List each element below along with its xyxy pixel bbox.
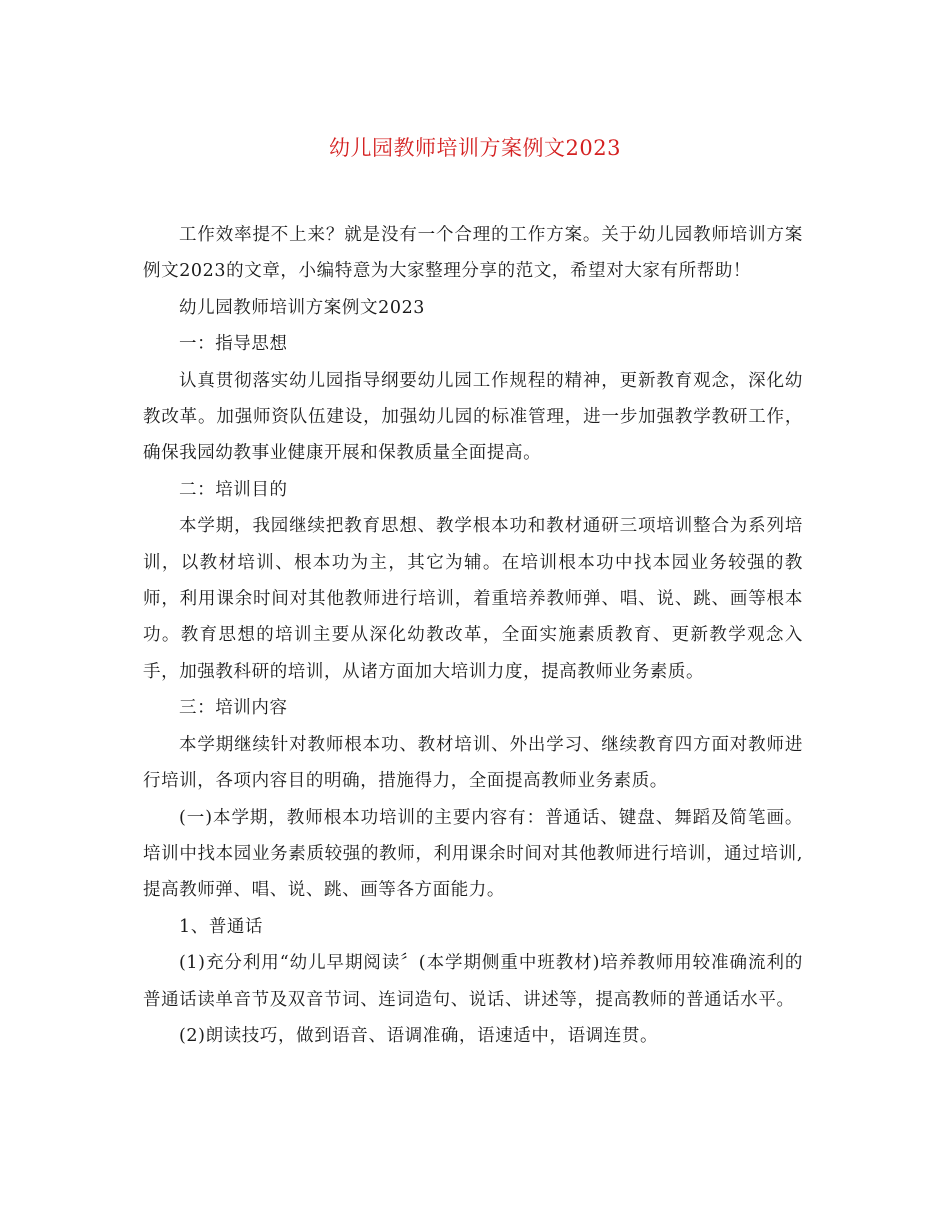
basic-skills-paragraph: (一)本学期，教师根本功培训的主要内容有：普通话、键盘、舞蹈及简笔画。培训中找本园业务素质较强的教师，利用课余时间对其他教师进行培训，通过培训,提高教师弹、唱、说、跳、画等各方面能力。: [143, 807, 803, 901]
subheading-mandarin: 1、普通话: [179, 916, 264, 937]
document-title: 幼儿园教师培训方案例文2023: [329, 136, 621, 160]
document-body: [143, 217, 803, 1054]
mandarin-item-2: (2)朗读技巧，做到语音、语调准确，语速适中，语调连贯。: [179, 1025, 659, 1046]
subtitle-paragraph: 幼儿园教师培训方案例文2023: [179, 297, 426, 318]
guiding-ideology-paragraph: 认真贯彻落实幼儿园指导纲要幼儿园工作规程的精神，更新教育观念，深化幼教改革。加强师资队伍建设，加强幼儿园的标准管理，进一步加强教学教研工作，确保我园幼教事业健康开展和保教质量全面提高。: [143, 370, 803, 464]
mandarin-item-1: (1)充分利用“幼儿早期阅读〞(本学期侧重中班教材)培养教师用较准确流利的普通话读单音节及双音节词、连词造句、说话、讲述等，提高教师的普通话水平。: [143, 953, 803, 1010]
training-content-paragraph: 本学期继续针对教师根本功、教材培训、外出学习、继续教育四方面对教师进行培训，各项内容目的明确，措施得力，全面提高教师业务素质。: [143, 734, 803, 792]
section-heading-training-purpose: 二：培训目的: [179, 479, 288, 500]
intro-paragraph: 工作效率提不上来？就是没有一个合理的工作方案。关于幼儿园教师培训方案例文2023的文章，小编特意为大家整理分享的范文，希望对大家有所帮助！: [143, 225, 803, 282]
section-heading-training-content: 三：培训内容: [179, 698, 288, 719]
training-purpose-paragraph: 本学期，我园继续把教育思想、教学根本功和教材通研三项培训整合为系列培训，以教材培训、根本功为主，其它为辅。在培训根本功中找本园业务较强的教师，利用课余时间对其他教师进行培训，着重培养教师弹、唱、说、跳、画等根本功。教育思想的培训主要从深化幼教改革，全面实施素质教育、更新教学观念入手，加强教科研的培训，从诸方面加大培训力度，提高教师业务素质。: [143, 516, 803, 682]
section-heading-guiding-ideology: 一：指导思想: [179, 334, 288, 355]
